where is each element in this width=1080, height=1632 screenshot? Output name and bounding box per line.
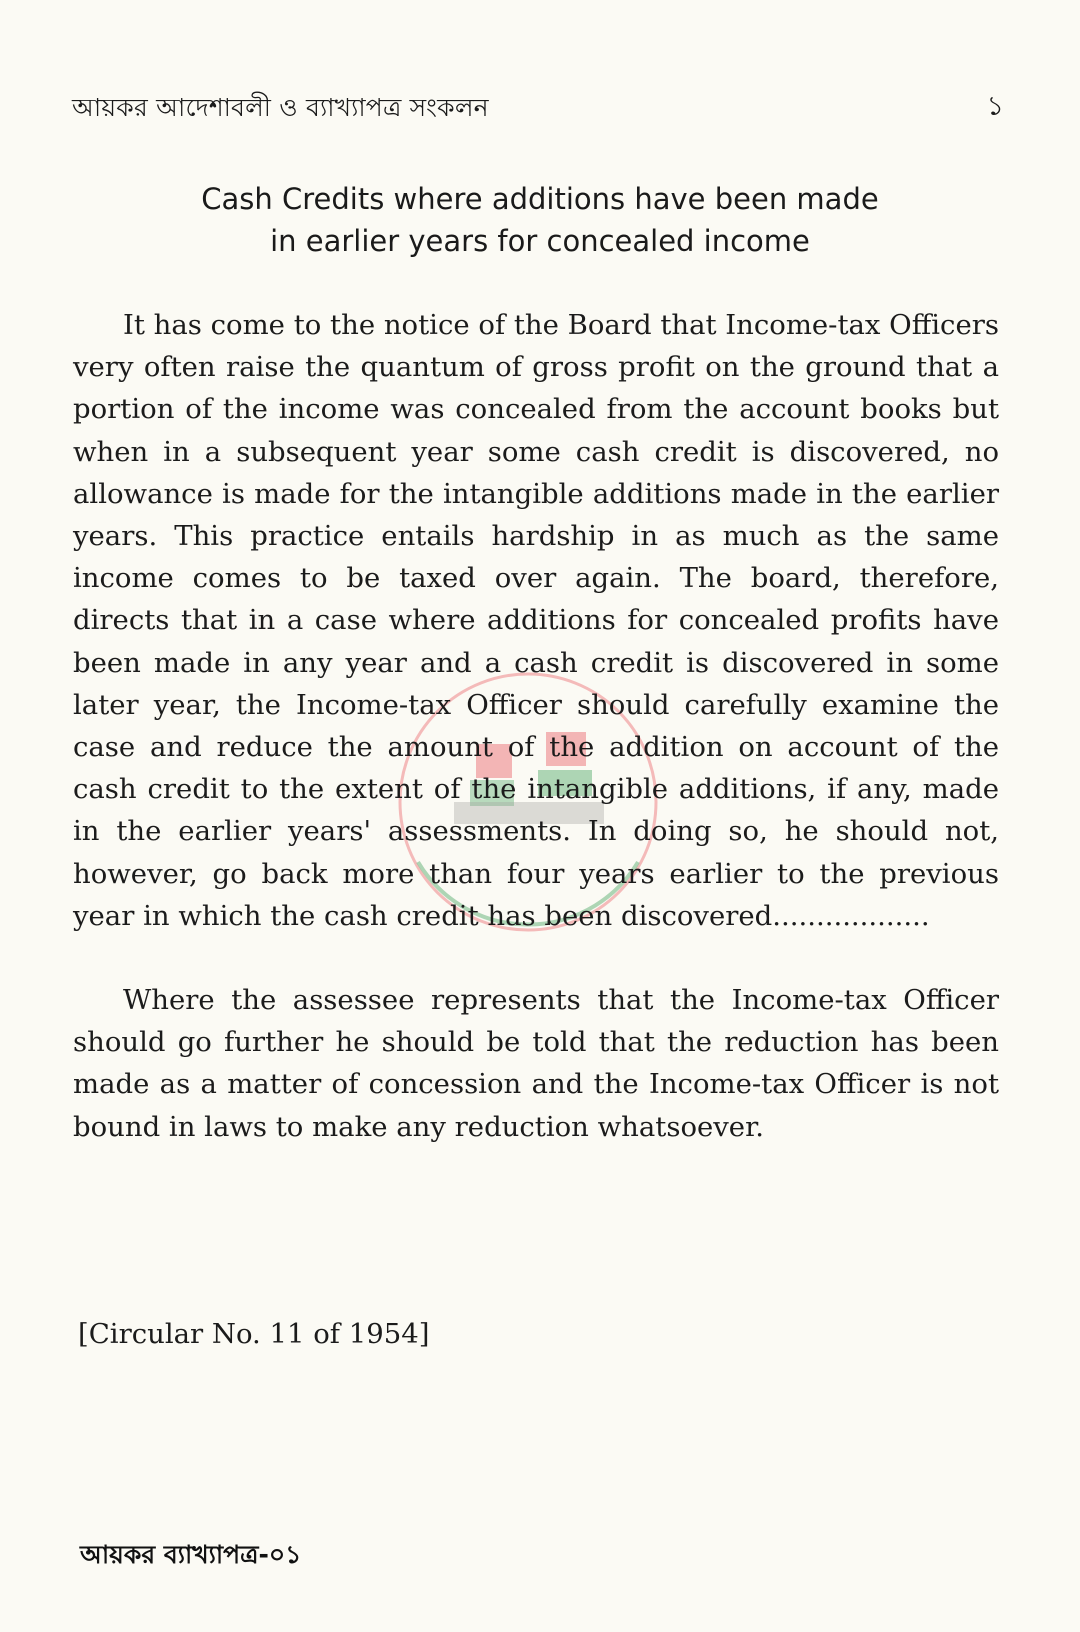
title-line-1: Cash Credits where additions have been made: [201, 182, 879, 216]
running-head: আয়কর আদেশাবলী ও ব্যাখ্যাপত্র সংকলন: [72, 93, 489, 122]
body-text: [73, 304, 999, 1148]
page-title: [90, 178, 990, 262]
paragraph-2: Where the assessee represents that the Income-tax Officer should go further he should be told that the reduction has been made as a matter of concession and the Income-tax Officer is not bound in laws to make any reduction whatsoever.: [73, 984, 999, 1143]
bleed-through-text: [170, 150, 178, 178]
title-line-2: in earlier years for concealed income: [270, 224, 810, 258]
footer-label: আয়কর ব্যাখ্যাপত্র-০১: [80, 1540, 302, 1569]
page-number: ১: [986, 91, 1004, 122]
circular-reference: [Circular No. 11 of 1954]: [78, 1318, 430, 1350]
paragraph-1: It has come to the notice of the Board that Income-tax Officers very often raise the quantum of gross profit on the ground that a portion of the income was concealed from the account books but when in a subsequent year some cash credit is discovered, no allowance is made for the intangible additions made in the earlier years. This practice entails hardship in as much as the same income comes to be taxed over again. The board, therefore, directs that in a case where additions for concealed profits have been made in any year and a cash credit is discovered in some later year, the Income-tax Officer should carefully examine the case and reduce the amount of the addition on account of the cash credit to the extent of the intangible additions, if any, made in the earlier years' assessments. In doing so, he should not, however, go back more than four years earlier to the previous year in which the cash credit has been discovered..................: [73, 309, 999, 932]
